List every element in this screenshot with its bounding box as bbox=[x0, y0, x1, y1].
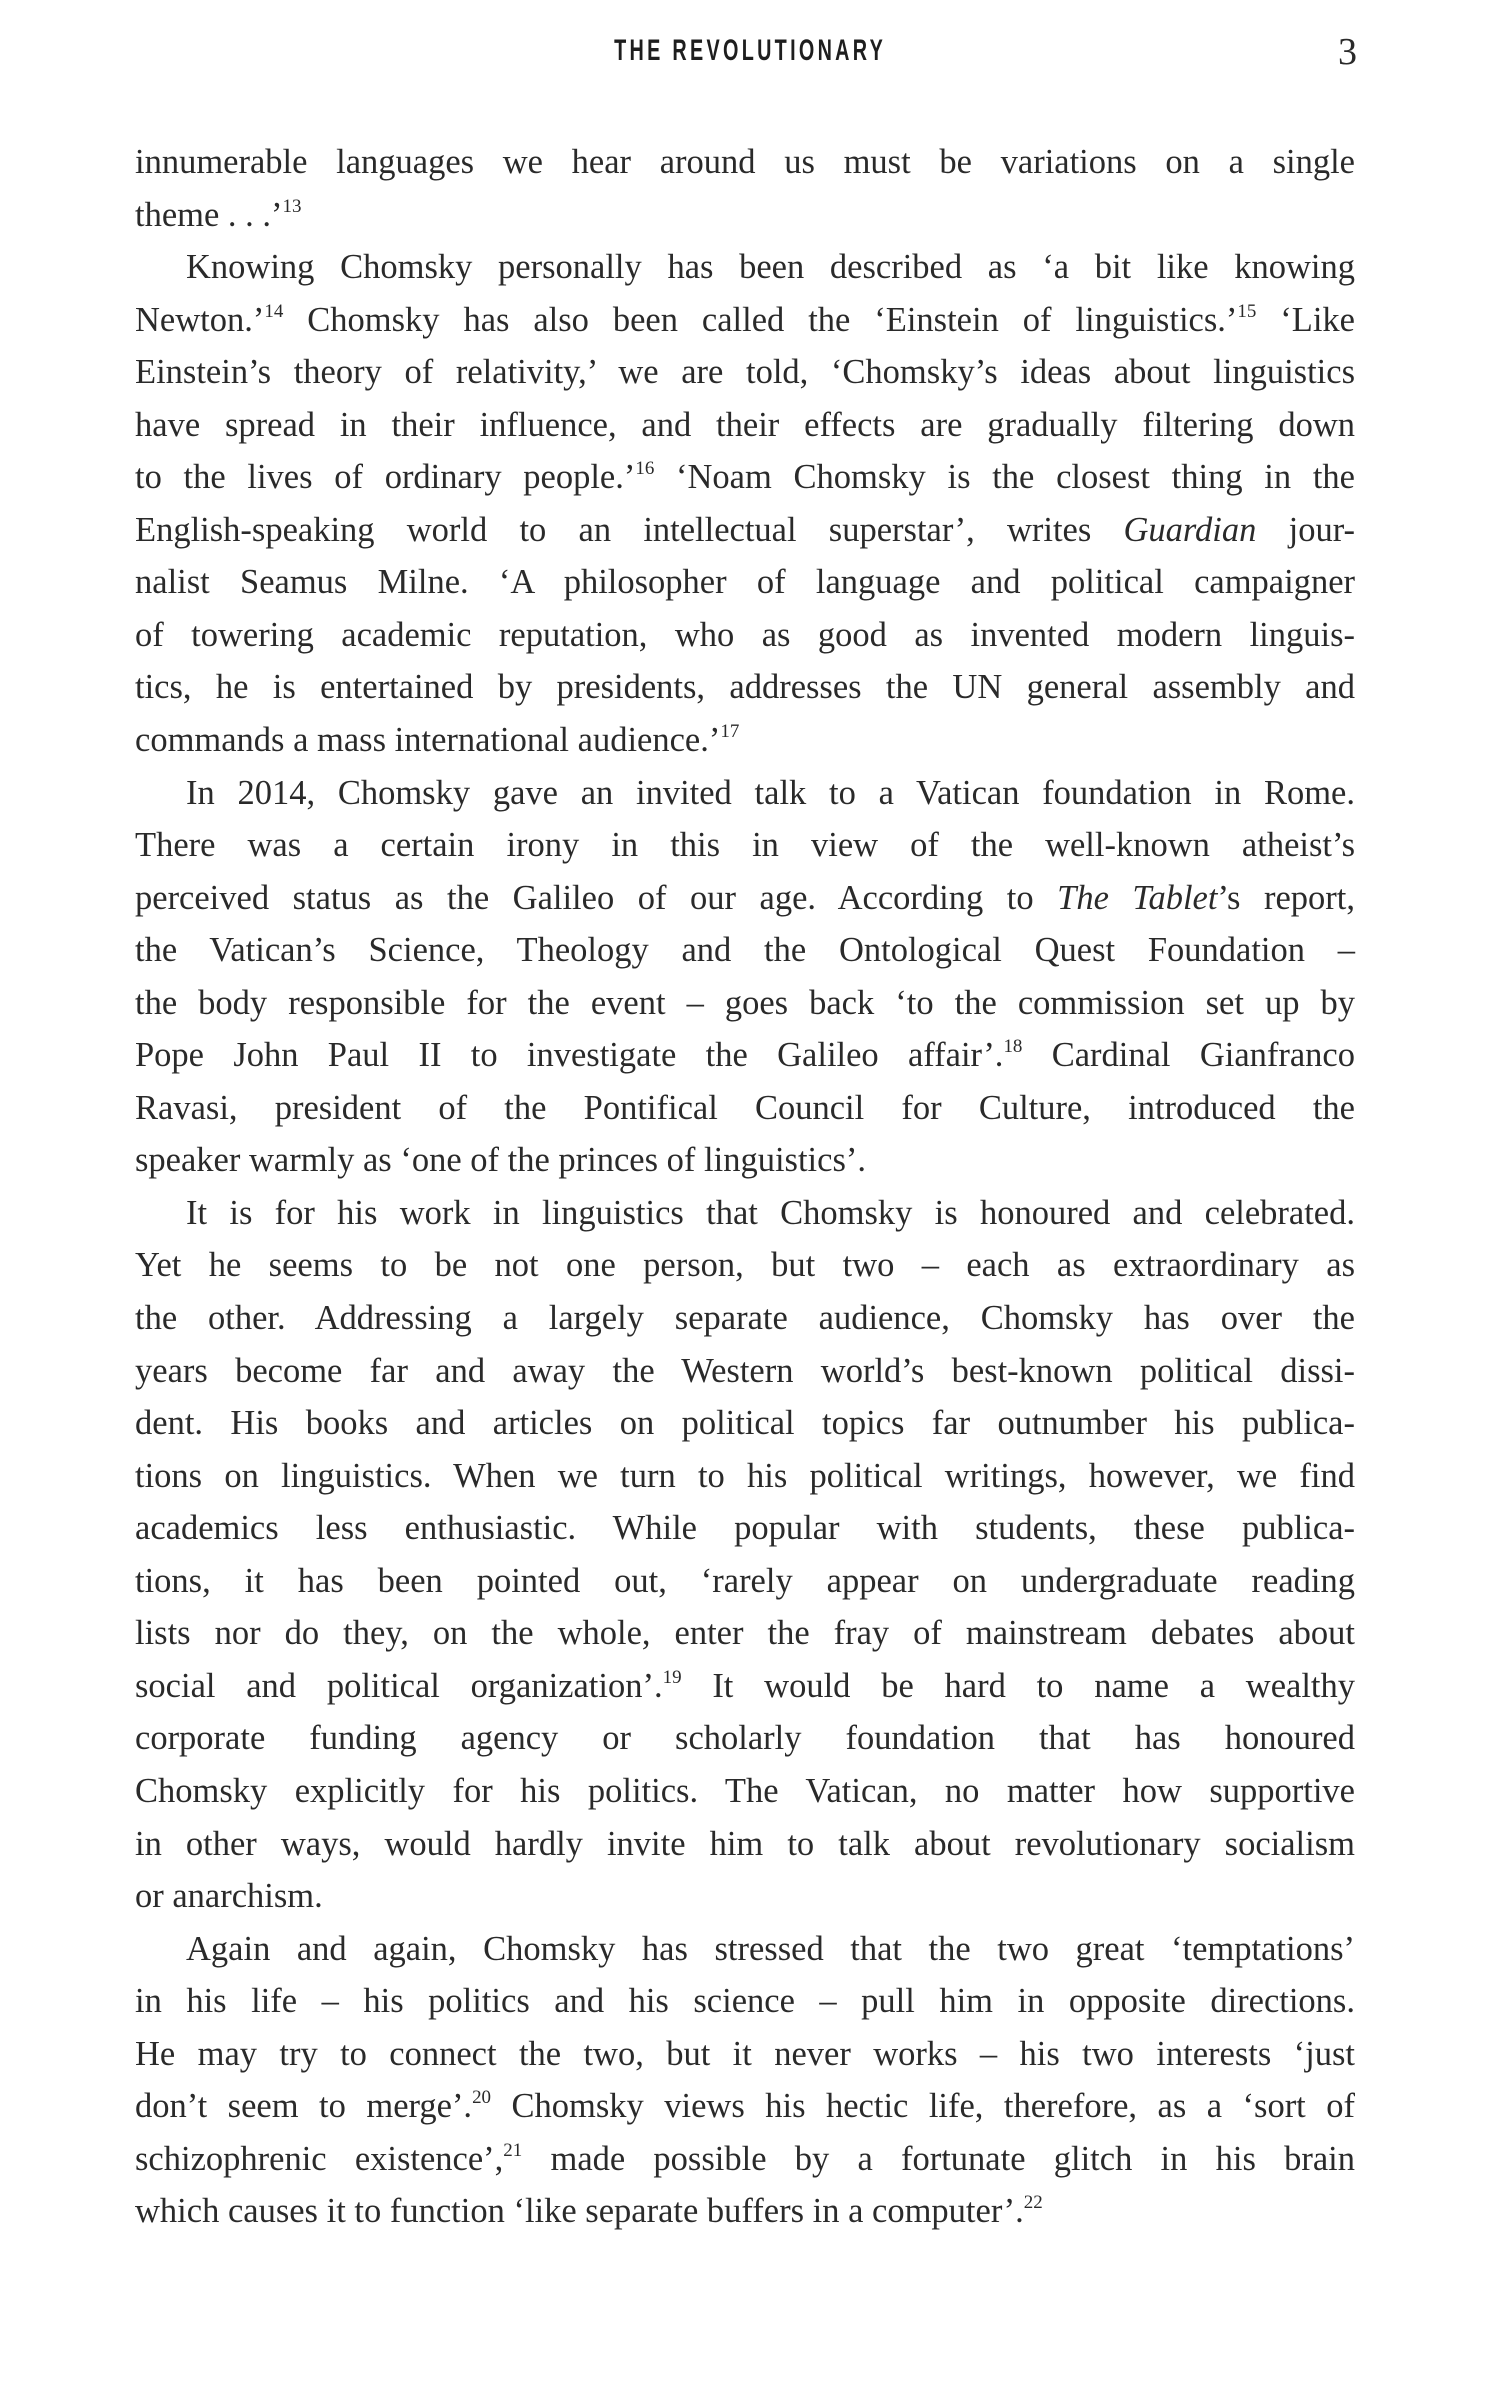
text-line bbox=[135, 1765, 1355, 1818]
text-segment: Chomsky views his hectic life, therefore, as a ‘sort of bbox=[491, 2087, 1355, 2126]
footnote-reference: 18 bbox=[1003, 1036, 1023, 1058]
footnote-reference: 17 bbox=[720, 720, 740, 742]
text-segment: tions, it has been pointed out, ‘rarely appear on undergraduate reading bbox=[135, 1561, 1355, 1600]
text-line bbox=[135, 1870, 1355, 1923]
text-segment: which causes it to function ‘like separate buffers in a computer’. bbox=[135, 2192, 1024, 2231]
footnote-reference: 20 bbox=[472, 2087, 492, 2109]
text-segment: Newton.’ bbox=[135, 300, 265, 339]
text-line bbox=[135, 977, 1355, 1030]
text-line bbox=[135, 2133, 1355, 2186]
text-line bbox=[135, 1923, 1355, 1976]
text-line bbox=[135, 661, 1355, 714]
text-segment: tics, he is entertained by presidents, addresses the UN general assembly and bbox=[135, 668, 1355, 707]
text-line bbox=[135, 451, 1355, 504]
text-line bbox=[135, 1975, 1355, 2028]
text-segment: years become far and away the Western world’s best-known political dissi- bbox=[135, 1351, 1355, 1390]
text-segment: jour- bbox=[1256, 510, 1355, 549]
text-segment: lists nor do they, on the whole, enter the fray of mainstream debates about bbox=[135, 1614, 1355, 1653]
text-segment: social and political organization’. bbox=[135, 1666, 663, 1705]
text-line bbox=[135, 872, 1355, 925]
text-segment: corporate funding agency or scholarly foundation that has honoured bbox=[135, 1719, 1355, 1758]
text-segment: There was a certain irony in this in view of the well-known atheist’s bbox=[135, 826, 1355, 865]
text-segment: to the lives of ordinary people.’ bbox=[135, 458, 636, 497]
text-line bbox=[135, 1397, 1355, 1450]
running-header-title bbox=[0, 34, 1500, 68]
text-line bbox=[135, 1239, 1355, 1292]
text-segment: have spread in their influence, and their effects are gradually filtering down bbox=[135, 405, 1355, 444]
text-segment: Chomsky has also been called the ‘Einstein of linguistics.’ bbox=[283, 300, 1238, 339]
footnote-reference: 21 bbox=[503, 2139, 523, 2161]
text-line bbox=[135, 346, 1355, 399]
text-segment: theme . . .’ bbox=[135, 195, 283, 234]
text-line bbox=[135, 1607, 1355, 1660]
italic-text: The Tablet bbox=[1057, 878, 1218, 917]
text-segment: commands a mass international audience.’ bbox=[135, 721, 721, 760]
text-line bbox=[135, 1818, 1355, 1871]
text-segment: nalist Seamus Milne. ‘A philosopher of language and political campaigner bbox=[135, 563, 1355, 602]
text-segment: In 2014, Chomsky gave an invited talk to a Vatican foundation in Rome. bbox=[186, 773, 1355, 812]
text-line bbox=[135, 1502, 1355, 1555]
text-segment: ‘Noam Chomsky is the closest thing in the bbox=[654, 458, 1355, 497]
text-segment: English-speaking world to an intellectual superstar’, writes bbox=[135, 510, 1124, 549]
text-line bbox=[135, 294, 1355, 347]
text-line bbox=[135, 556, 1355, 609]
footnote-reference: 14 bbox=[264, 300, 284, 322]
text-segment: innumerable languages we hear around us must be variations on a single bbox=[135, 143, 1355, 181]
text-line bbox=[135, 136, 1355, 189]
paragraph bbox=[135, 1187, 1355, 1923]
text-segment: He may try to connect the two, but it never works – his two interests ‘just bbox=[135, 2034, 1355, 2073]
footnote-reference: 19 bbox=[662, 1666, 682, 1688]
italic-text: Guardian bbox=[1123, 510, 1257, 549]
text-segment: don’t seem to merge’. bbox=[135, 2087, 473, 2126]
text-segment: speaker warmly as ‘one of the princes of linguistics’. bbox=[135, 1141, 866, 1180]
page-number: 3 bbox=[1338, 31, 1357, 73]
text-line bbox=[135, 1345, 1355, 1398]
text-line bbox=[135, 1134, 1355, 1187]
text-segment: Pope John Paul II to investigate the Galileo affair’. bbox=[135, 1036, 1004, 1075]
text-segment: Cardinal Gianfranco bbox=[1022, 1036, 1355, 1075]
text-line bbox=[135, 819, 1355, 872]
text-line bbox=[135, 1082, 1355, 1135]
text-segment: in other ways, would hardly invite him to talk about revolutionary socialism bbox=[135, 1824, 1355, 1863]
text-segment: It would be hard to name a wealthy bbox=[681, 1666, 1355, 1705]
text-line bbox=[135, 189, 1355, 242]
footnote-reference: 16 bbox=[635, 458, 655, 480]
text-segment: Ravasi, president of the Pontifical Council for Culture, introduced the bbox=[135, 1088, 1355, 1127]
text-segment: dent. His books and articles on political topics far outnumber his publica- bbox=[135, 1404, 1355, 1443]
text-line bbox=[135, 1029, 1355, 1082]
text-segment: Yet he seems to be not one person, but two – each as extraordinary as bbox=[135, 1246, 1355, 1285]
text-segment: schizophrenic existence’, bbox=[135, 2139, 504, 2178]
footnote-reference: 13 bbox=[282, 195, 302, 217]
text-line bbox=[135, 1187, 1355, 1240]
footnote-reference: 22 bbox=[1023, 2192, 1043, 2214]
text-segment: Knowing Chomsky personally has been described as ‘a bit like knowing bbox=[186, 248, 1355, 287]
text-line bbox=[135, 2080, 1355, 2133]
paragraph bbox=[135, 767, 1355, 1187]
text-segment: the other. Addressing a largely separate audience, Chomsky has over the bbox=[135, 1299, 1355, 1338]
text-segment: It is for his work in linguistics that Chomsky is honoured and celebrated. bbox=[186, 1193, 1355, 1232]
text-segment: ‘Like bbox=[1256, 300, 1355, 339]
paragraph bbox=[135, 241, 1355, 766]
text-line bbox=[135, 767, 1355, 820]
text-segment: perceived status as the Galileo of our age. According to bbox=[135, 878, 1058, 917]
running-header-text: THE REVOLUTIONARY bbox=[613, 34, 887, 67]
text-segment: in his life – his politics and his science – pull him in opposite directions. bbox=[135, 1982, 1355, 2021]
text-segment: tions on linguistics. When we turn to his political writings, however, we find bbox=[135, 1456, 1355, 1495]
text-segment: academics less enthusiastic. While popular with students, these publica- bbox=[135, 1509, 1355, 1548]
text-line bbox=[135, 1712, 1355, 1765]
text-line bbox=[135, 1555, 1355, 1608]
text-segment: Chomsky explicitly for his politics. The Vatican, no matter how supportive bbox=[135, 1771, 1355, 1810]
text-segment: Again and again, Chomsky has stressed that the two great ‘temptations’ bbox=[186, 1929, 1355, 1968]
text-segment: the body responsible for the event – goes back ‘to the commission set up by bbox=[135, 983, 1355, 1022]
paragraph bbox=[135, 1923, 1355, 2238]
text-line bbox=[135, 1292, 1355, 1345]
text-line bbox=[135, 609, 1355, 662]
text-line bbox=[135, 924, 1355, 977]
text-line bbox=[135, 1660, 1355, 1713]
text-segment: ’s report, bbox=[1217, 878, 1355, 917]
text-line bbox=[135, 504, 1355, 557]
text-segment: made possible by a fortunate glitch in his brain bbox=[522, 2139, 1355, 2178]
text-line bbox=[135, 2028, 1355, 2081]
body-text bbox=[135, 136, 1355, 2238]
text-line bbox=[135, 2185, 1355, 2238]
text-segment: the Vatican’s Science, Theology and the Ontological Quest Foundation – bbox=[135, 931, 1355, 970]
text-line bbox=[135, 241, 1355, 294]
text-line bbox=[135, 1450, 1355, 1503]
text-segment: Einstein’s theory of relativity,’ we are told, ‘Chomsky’s ideas about linguistics bbox=[135, 353, 1355, 392]
text-line bbox=[135, 714, 1355, 767]
text-line bbox=[135, 399, 1355, 452]
text-segment: of towering academic reputation, who as good as invented modern linguis- bbox=[135, 615, 1355, 654]
footnote-reference: 15 bbox=[1237, 300, 1257, 322]
paragraph bbox=[135, 136, 1355, 241]
text-segment: or anarchism. bbox=[135, 1877, 323, 1916]
